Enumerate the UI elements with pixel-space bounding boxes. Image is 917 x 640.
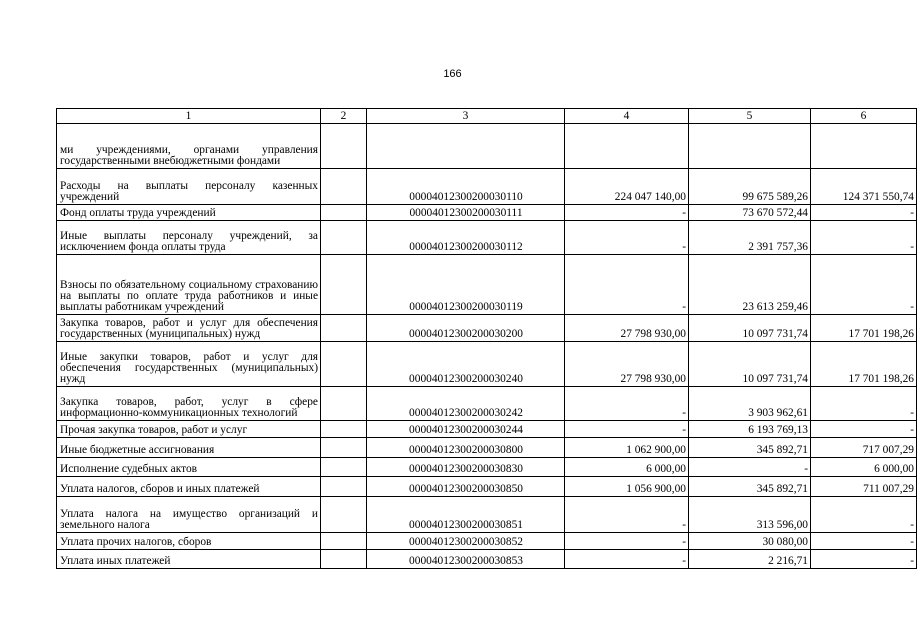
row-code: 00004012300200030110 — [367, 169, 565, 205]
row-remaining: - — [811, 221, 917, 255]
row-code: 00004012300200030112 — [367, 221, 565, 255]
table-row — [57, 550, 917, 569]
row-name: Прочая закупка товаров, работ и услуг — [57, 421, 321, 438]
row-remaining: - — [811, 205, 917, 221]
col-header-4: 4 — [565, 109, 689, 124]
row-remaining: - — [811, 255, 917, 315]
row-remaining: - — [811, 497, 917, 533]
row-col2 — [321, 387, 367, 421]
table-row — [57, 255, 917, 315]
row-remaining: - — [811, 550, 917, 569]
budget-table — [56, 108, 917, 569]
col-header-3: 3 — [367, 109, 565, 124]
row-approved: 1 062 900,00 — [565, 438, 689, 458]
row-name: Иные закупки товаров, работ и услуг для обеспечения государственных (муниципальных) нужд — [57, 342, 321, 387]
col-header-6: 6 — [811, 109, 917, 124]
table-row — [57, 477, 917, 497]
table-row — [57, 421, 917, 438]
row-name: Иные бюджетные ассигнования — [57, 438, 321, 458]
row-col2 — [321, 421, 367, 438]
row-executed: 313 596,00 — [689, 497, 811, 533]
row-remaining — [811, 124, 917, 169]
row-name: Иные выплаты персоналу учреждений, за исключением фонда оплаты труда — [57, 221, 321, 255]
row-code: 00004012300200030240 — [367, 342, 565, 387]
row-approved: 224 047 140,00 — [565, 169, 689, 205]
table-row — [57, 342, 917, 387]
row-col2 — [321, 533, 367, 550]
row-approved: 27 798 930,00 — [565, 315, 689, 342]
row-col2 — [321, 477, 367, 497]
row-name: Закупка товаров, работ, услуг в сфере информационно-коммуникационных технологий — [57, 387, 321, 421]
col-header-2: 2 — [321, 109, 367, 124]
row-col2 — [321, 169, 367, 205]
row-remaining: 717 007,29 — [811, 438, 917, 458]
table-row — [57, 205, 917, 221]
row-remaining: 17 701 198,26 — [811, 342, 917, 387]
row-name: Фонд оплаты труда учреждений — [57, 205, 321, 221]
row-col2 — [321, 221, 367, 255]
row-executed: 6 193 769,13 — [689, 421, 811, 438]
row-approved: - — [565, 221, 689, 255]
row-remaining: 6 000,00 — [811, 458, 917, 477]
row-executed — [689, 124, 811, 169]
row-executed: - — [689, 458, 811, 477]
row-name: Уплата иных платежей — [57, 550, 321, 569]
row-name: Исполнение судебных актов — [57, 458, 321, 477]
row-executed: 10 097 731,74 — [689, 342, 811, 387]
col-header-1: 1 — [57, 109, 321, 124]
table-row — [57, 497, 917, 533]
row-approved: 6 000,00 — [565, 458, 689, 477]
row-code: 00004012300200030852 — [367, 533, 565, 550]
row-executed: 345 892,71 — [689, 438, 811, 458]
row-name: Уплата прочих налогов, сборов — [57, 533, 321, 550]
row-name: Уплата налогов, сборов и иных платежей — [57, 477, 321, 497]
row-name: Взносы по обязательному социальному страхованию на выплаты по оплате труда работников и иные выплаты работникам учреждений — [57, 255, 321, 315]
row-executed: 99 675 589,26 — [689, 169, 811, 205]
table-row — [57, 458, 917, 477]
row-remaining: 124 371 550,74 — [811, 169, 917, 205]
row-executed: 73 670 572,44 — [689, 205, 811, 221]
row-executed: 345 892,71 — [689, 477, 811, 497]
row-executed: 23 613 259,46 — [689, 255, 811, 315]
row-approved: 27 798 930,00 — [565, 342, 689, 387]
row-executed: 2 216,71 — [689, 550, 811, 569]
row-col2 — [321, 124, 367, 169]
row-col2 — [321, 205, 367, 221]
row-code — [367, 124, 565, 169]
page-number: 166 — [443, 68, 462, 80]
row-code: 00004012300200030850 — [367, 477, 565, 497]
row-col2 — [321, 342, 367, 387]
table-row — [57, 221, 917, 255]
row-executed: 3 903 962,61 — [689, 387, 811, 421]
row-code: 00004012300200030119 — [367, 255, 565, 315]
row-approved: 1 056 900,00 — [565, 477, 689, 497]
row-executed: 10 097 731,74 — [689, 315, 811, 342]
row-approved: - — [565, 550, 689, 569]
row-col2 — [321, 550, 367, 569]
row-approved — [565, 124, 689, 169]
row-name: Закупка товаров, работ и услуг для обеспечения государственных (муниципальных) нужд — [57, 315, 321, 342]
row-code: 00004012300200030851 — [367, 497, 565, 533]
row-executed: 30 080,00 — [689, 533, 811, 550]
row-approved: - — [565, 387, 689, 421]
row-remaining: - — [811, 533, 917, 550]
row-col2 — [321, 438, 367, 458]
row-code: 00004012300200030830 — [367, 458, 565, 477]
row-col2 — [321, 497, 367, 533]
row-executed: 2 391 757,36 — [689, 221, 811, 255]
row-approved: - — [565, 497, 689, 533]
row-remaining: - — [811, 421, 917, 438]
row-approved: - — [565, 255, 689, 315]
row-name: ми учреждениями, органами управления государственными внебюджетными фондами — [57, 124, 321, 169]
row-code: 00004012300200030200 — [367, 315, 565, 342]
row-approved: - — [565, 533, 689, 550]
row-approved: - — [565, 421, 689, 438]
row-col2 — [321, 255, 367, 315]
row-code: 00004012300200030800 — [367, 438, 565, 458]
header-row — [57, 109, 917, 124]
table-row — [57, 124, 917, 169]
row-remaining: - — [811, 387, 917, 421]
col-header-5: 5 — [689, 109, 811, 124]
row-code: 00004012300200030242 — [367, 387, 565, 421]
row-name: Уплата налога на имущество организаций и земельного налога — [57, 497, 321, 533]
row-code: 00004012300200030111 — [367, 205, 565, 221]
table-row — [57, 438, 917, 458]
table-row — [57, 169, 917, 205]
row-code: 00004012300200030853 — [367, 550, 565, 569]
row-remaining: 711 007,29 — [811, 477, 917, 497]
row-approved: - — [565, 205, 689, 221]
table-row — [57, 315, 917, 342]
row-remaining: 17 701 198,26 — [811, 315, 917, 342]
row-code: 00004012300200030244 — [367, 421, 565, 438]
table-row — [57, 533, 917, 550]
row-name: Расходы на выплаты персоналу казенных учреждений — [57, 169, 321, 205]
table-row — [57, 387, 917, 421]
row-col2 — [321, 315, 367, 342]
row-col2 — [321, 458, 367, 477]
